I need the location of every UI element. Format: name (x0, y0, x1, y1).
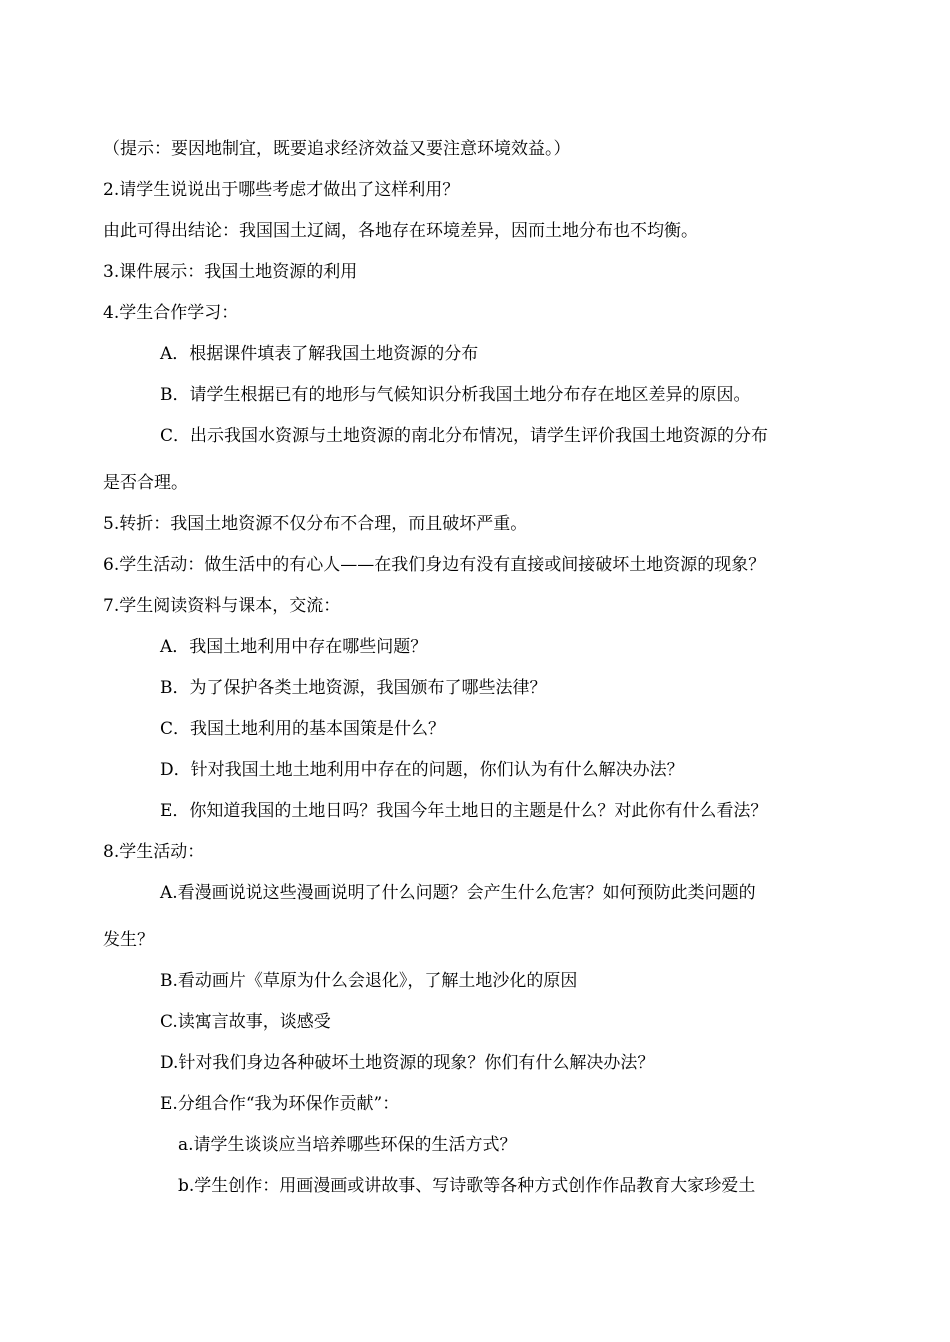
item-7-e: E．你知道我国的土地日吗？我国今年土地日的主题是什么？对此你有什么看法？ (160, 801, 768, 821)
item-4-b: B．请学生根据已有的地形与气候知识分析我国土地分布存在地区差异的原因。 (160, 385, 751, 405)
hint-line: （提示：要因地制宜，既要追求经济效益又要注意环境效益。） (103, 139, 571, 159)
item-8-b: B.看动画片《草原为什么会退化》，了解土地沙化的原因 (160, 971, 578, 991)
item-4: 4.学生合作学习： (103, 303, 239, 323)
item-4-c: C．出示我国水资源与土地资源的南北分布情况，请学生评价我国土地资源的分布 (160, 426, 769, 446)
item-4-c-continued: 是否合理。 (103, 473, 188, 493)
item-8-a-continued: 发生？ (103, 930, 154, 950)
item-6: 6.学生活动：做生活中的有心人——在我们身边有没有直接或间接破坏土地资源的现象？ (103, 555, 766, 575)
item-5: 5.转折：我国土地资源不仅分布不合理，而且破坏严重。 (103, 514, 528, 534)
item-8: 8.学生活动： (103, 842, 205, 862)
item-7-d: D．针对我国土地土地利用中存在的问题，你们认为有什么解决办法？ (160, 760, 684, 780)
item-2: 2.请学生说说出于哪些考虑才做出了这样利用？ (103, 180, 460, 200)
item-7-a: A．我国土地利用中存在哪些问题？ (160, 637, 428, 657)
item-7: 7.学生阅读资料与课本，交流： (103, 596, 341, 616)
item-8-e: E.分组合作“我为环保作贡献”： (160, 1094, 400, 1114)
item-8-e-a: a.请学生谈谈应当培养哪些环保的生活方式？ (178, 1135, 517, 1155)
item-8-d: D.针对我们身边各种破坏土地资源的现象？你们有什么解决办法？ (160, 1053, 655, 1073)
item-8-a: A.看漫画说说这些漫画说明了什么问题？会产生什么危害？如何预防此类问题的 (160, 883, 756, 903)
item-3: 3.课件展示：我国土地资源的利用 (103, 262, 358, 282)
item-8-e-b: b.学生创作：用画漫画或讲故事、写诗歌等各种方式创作作品教育大家珍爱土 (178, 1176, 756, 1196)
item-8-c: C.读寓言故事，谈感受 (160, 1012, 331, 1032)
item-7-c: C．我国土地利用的基本国策是什么？ (160, 719, 446, 739)
conclusion-line: 由此可得出结论：我国国土辽阔，各地存在环境差异，因而土地分布也不均衡。 (103, 221, 698, 241)
item-7-b: B．为了保护各类土地资源，我国颁布了哪些法律？ (160, 678, 547, 698)
item-4-a: A．根据课件填表了解我国土地资源的分布 (160, 344, 479, 364)
